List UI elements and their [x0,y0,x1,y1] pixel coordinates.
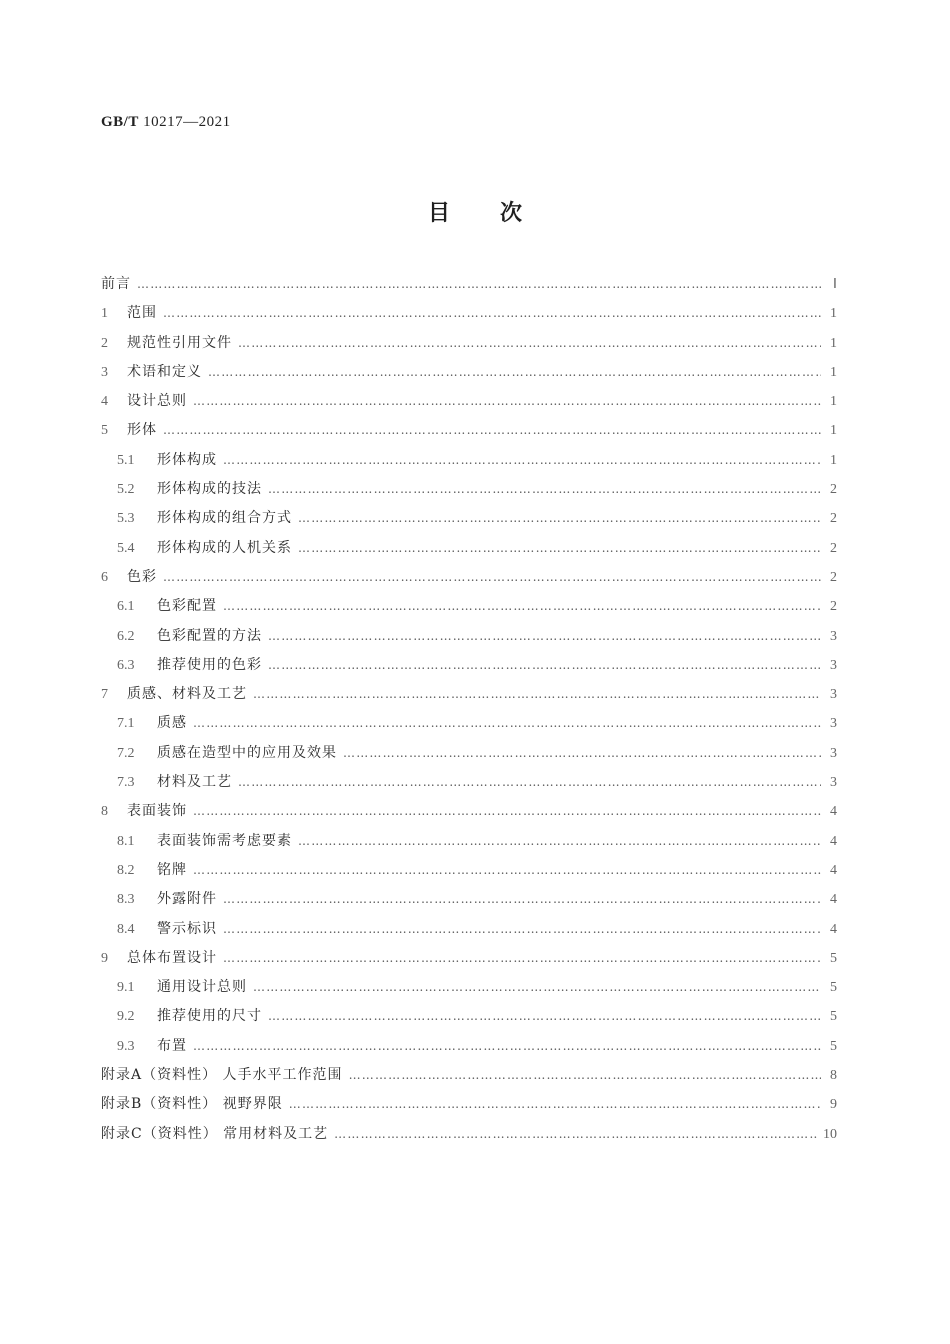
toc-entry[interactable] [101,1002,837,1031]
toc-entry-number: 8.4 [117,921,135,937]
toc-entry-label: 形体构成的技法 [157,481,262,498]
toc-entry-page: 4 [830,892,837,908]
toc-entry-number: 5.4 [117,540,135,556]
toc-entry[interactable] [101,739,837,768]
toc-entry-page: 4 [830,833,837,849]
table-of-contents [101,270,837,1149]
toc-entry-page: 2 [830,482,837,498]
toc-entry-label: 布置 [157,1037,187,1054]
toc-entry[interactable] [101,1061,837,1090]
toc-entry-label: 铭牌 [157,861,187,878]
toc-entry[interactable] [101,563,837,592]
toc-entry-number: 5.3 [117,511,135,527]
toc-entry-label: 规范性引用文件 [127,334,232,351]
toc-entry-label: 术语和定义 [127,363,202,380]
toc-dot-leader [137,270,821,299]
toc-entry-page: 3 [830,657,837,673]
toc-entry-page: 9 [830,1097,837,1113]
toc-entry-number: 7.2 [117,745,135,761]
toc-entry[interactable] [101,592,837,621]
toc-entry-label: 质感在造型中的应用及效果 [157,744,337,761]
toc-entry-number: 7.1 [117,716,135,732]
toc-entry-page: 2 [830,511,837,527]
toc-entry[interactable] [101,1120,837,1149]
toc-entry-label: 警示标识 [157,920,217,937]
toc-entry-page: 1 [830,423,837,439]
toc-entry-page: 1 [830,394,837,410]
toc-dot-leader [268,475,821,504]
toc-dot-leader [208,358,821,387]
toc-dot-leader [268,1002,821,1031]
toc-entry[interactable] [101,622,837,651]
toc-dot-leader [193,1032,821,1061]
toc-entry[interactable] [101,387,837,416]
toc-entry[interactable] [101,270,837,299]
toc-entry-label: 推荐使用的尺寸 [157,1008,262,1025]
toc-entry-page: 3 [830,687,837,703]
toc-entry-number: 1 [101,306,108,322]
toc-entry[interactable] [101,534,837,563]
toc-entry[interactable] [101,973,837,1002]
toc-entry-page: 3 [830,745,837,761]
toc-entry-label: 范围 [127,305,157,322]
toc-entry[interactable] [101,915,837,944]
toc-entry-label: 色彩配置的方法 [157,627,262,644]
toc-entry-label: 色彩配置 [157,598,217,615]
toc-entry-number: 7.3 [117,775,135,791]
toc-dot-leader [193,387,821,416]
toc-entry-label: 材料及工艺 [157,774,232,791]
toc-entry-label: 设计总则 [127,393,187,410]
toc-entry-page: 1 [830,335,837,351]
toc-entry-number: 8.3 [117,892,135,908]
toc-entry-number: 9.2 [117,1009,135,1025]
toc-dot-leader [223,944,821,973]
toc-entry-number: 5.2 [117,482,135,498]
toc-dot-leader [349,1061,821,1090]
toc-entry[interactable] [101,827,837,856]
toc-dot-leader [223,592,821,621]
toc-dot-leader [268,651,821,680]
toc-entry-number: 3 [101,364,108,380]
toc-entry[interactable] [101,709,837,738]
toc-dot-leader [334,1120,817,1149]
toc-entry-page: 4 [830,921,837,937]
toc-entry-page: 1 [830,452,837,468]
toc-dot-leader [289,1090,821,1119]
toc-entry[interactable] [101,856,837,885]
toc-entry-number: 6 [101,569,108,585]
toc-dot-leader [298,827,821,856]
toc-entry-page: 5 [830,1009,837,1025]
toc-entry-page: 2 [830,540,837,556]
toc-dot-leader [298,534,821,563]
toc-dot-leader [268,622,821,651]
toc-entry[interactable] [101,768,837,797]
toc-entry-label: 外露附件 [157,891,217,908]
toc-entry-number: 6.2 [117,628,135,644]
toc-entry[interactable] [101,416,837,445]
toc-entry-number: 8.2 [117,862,135,878]
toc-entry-label: 形体构成的人机关系 [157,539,292,556]
toc-entry-page: 4 [830,804,837,820]
toc-dot-leader [163,299,821,328]
toc-entry-label: 形体构成的组合方式 [157,510,292,527]
toc-entry-number: 5 [101,423,108,439]
toc-entry-page: 5 [830,980,837,996]
toc-entry-page: 8 [830,1068,837,1084]
toc-entry[interactable] [101,299,837,328]
toc-entry-label: 表面装饰 [127,803,187,820]
toc-entry[interactable] [101,329,837,358]
toc-entry-number: 6.1 [117,599,135,615]
standard-code-prefix: GB/T [101,114,139,130]
toc-entry[interactable] [101,446,837,475]
toc-entry-number: 9.1 [117,980,135,996]
toc-entry-page: 5 [830,1038,837,1054]
toc-entry-label: 形体 [127,422,157,439]
toc-entry[interactable] [101,504,837,533]
toc-dot-leader [223,885,821,914]
toc-entry-number: 4 [101,394,108,410]
toc-entry-number: 6.3 [117,657,135,673]
toc-entry-page: Ⅰ [832,277,837,292]
toc-dot-leader [238,329,821,358]
toc-entry-number: 7 [101,687,108,703]
toc-entry[interactable] [101,475,837,504]
toc-entry-label: 附录B（资料性） 视野界限 [101,1096,283,1113]
toc-entry-page: 3 [830,716,837,732]
toc-entry-page: 2 [830,569,837,585]
toc-entry-label: 质感、材料及工艺 [127,686,247,703]
standard-code [101,114,231,131]
toc-entry[interactable] [101,885,837,914]
toc-dot-leader [193,709,821,738]
toc-entry[interactable] [101,680,837,709]
toc-dot-leader [163,563,821,592]
toc-entry-label: 色彩 [127,568,157,585]
toc-entry[interactable] [101,944,837,973]
toc-dot-leader [238,768,821,797]
standard-code-number: 10217—2021 [143,114,231,130]
toc-entry-page: 10 [823,1126,837,1142]
toc-entry-page: 1 [830,306,837,322]
toc-dot-leader [253,973,821,1002]
toc-entry-number: 8 [101,804,108,820]
toc-entry-page: 3 [830,628,837,644]
toc-entry-number: 5.1 [117,452,135,468]
toc-entry-label: 通用设计总则 [157,979,247,996]
toc-entry-label: 附录C（资料性） 常用材料及工艺 [101,1125,329,1142]
toc-entry-number: 9.3 [117,1038,135,1054]
toc-entry[interactable] [101,358,837,387]
toc-entry-page: 3 [830,775,837,791]
toc-dot-leader [253,680,821,709]
toc-dot-leader [298,504,821,533]
toc-entry-number: 8.1 [117,833,135,849]
toc-entry[interactable] [101,1032,837,1061]
toc-entry[interactable] [101,1090,837,1119]
toc-entry-label: 总体布置设计 [127,949,217,966]
toc-entry-page: 2 [830,599,837,615]
toc-entry-page: 4 [830,862,837,878]
toc-dot-leader [223,446,821,475]
toc-dot-leader [193,856,821,885]
toc-entry-page: 5 [830,950,837,966]
toc-entry-label: 推荐使用的色彩 [157,656,262,673]
toc-dot-leader [223,915,821,944]
toc-entry[interactable] [101,797,837,826]
toc-entry-number: 9 [101,950,108,966]
toc-dot-leader [163,416,821,445]
toc-dot-leader [343,739,821,768]
toc-entry-page: 1 [830,364,837,380]
toc-entry-number: 2 [101,335,108,351]
toc-entry[interactable] [101,651,837,680]
toc-entry-label: 前言 [101,276,131,292]
toc-entry-label: 附录A（资料性） 人手水平工作范围 [101,1067,343,1084]
page-title: 目次 [427,201,572,226]
toc-entry-label: 表面装饰需考虑要素 [157,832,292,849]
toc-entry-label: 形体构成 [157,451,217,468]
toc-dot-leader [193,797,821,826]
toc-entry-label: 质感 [157,715,187,732]
